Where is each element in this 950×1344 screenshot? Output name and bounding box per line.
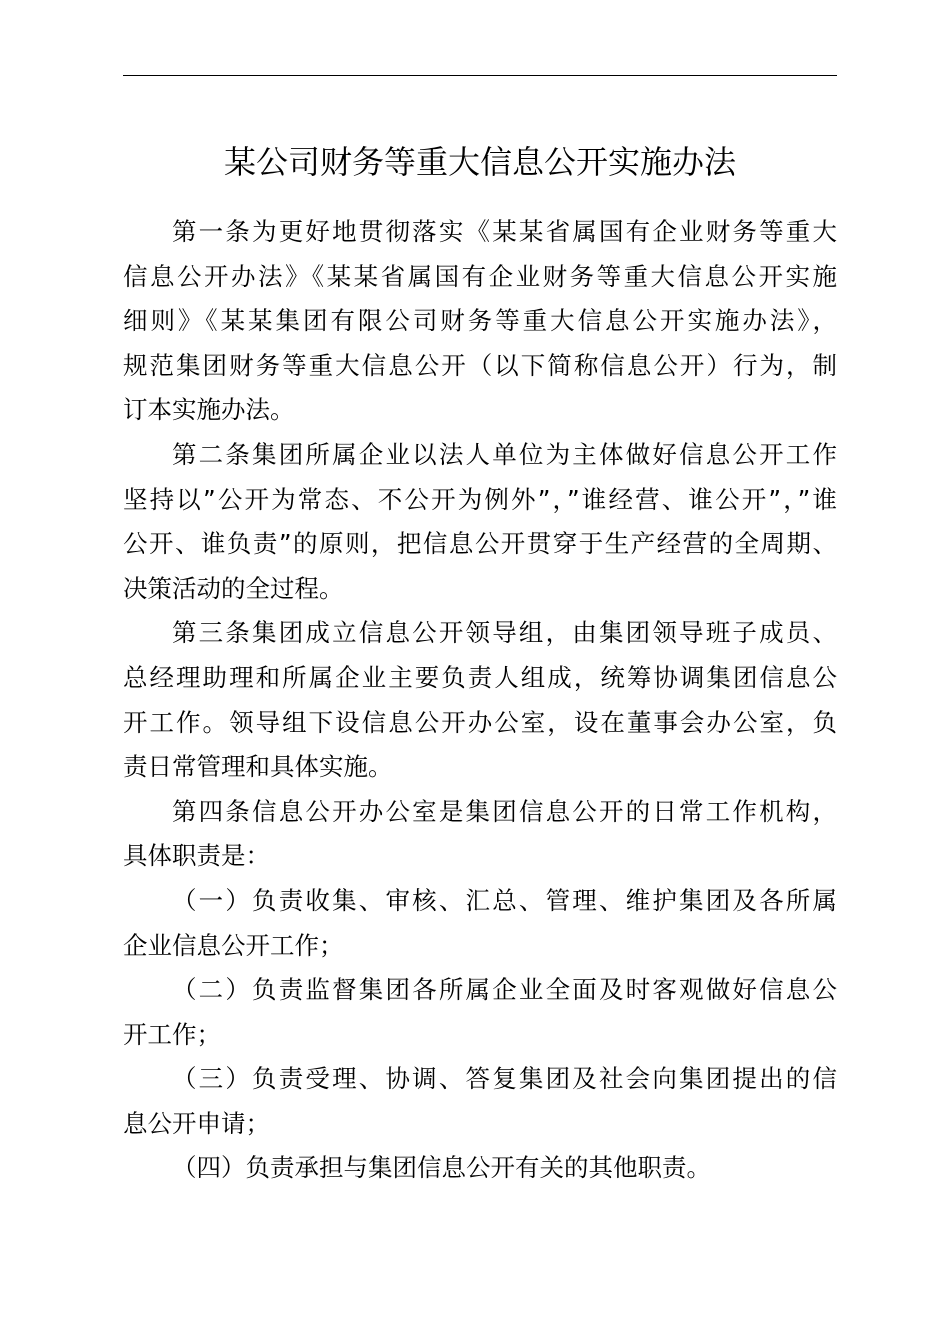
paragraph-article-1 — [123, 210, 837, 433]
text-line: 开工作； — [123, 1019, 221, 1049]
text-line: 开工作。领导组下设信息公开办公室，设在董事会办公室，负 — [123, 707, 837, 737]
text-line: 细则》《某某集团有限公司财务等重大信息公开实施办法》， — [123, 306, 837, 336]
text-line: 决策活动的全过程。 — [123, 573, 344, 603]
text-line: 坚持以”公开为常态、不公开为例外”，”谁经营、谁公开”，”谁 — [123, 484, 837, 514]
paragraph-duty-4 — [123, 1146, 837, 1191]
text-line: 第二条集团所属企业以法人单位为主体做好信息公开工作 — [172, 439, 837, 469]
text-line: （一）负责收集、审核、汇总、管理、维护集团及各所属 — [172, 885, 837, 915]
text-line: （二）负责监督集团各所属企业全面及时客观做好信息公 — [172, 975, 837, 1005]
text-line: 息公开申请； — [123, 1108, 270, 1138]
text-line: 信息公开办法》《某某省属国有企业财务等重大信息公开实施 — [123, 261, 837, 291]
paragraph-article-3 — [123, 611, 837, 789]
text-line: 第一条为更好地贯彻落实《某某省属国有企业财务等重大 — [172, 217, 837, 246]
paragraph-duty-1 — [123, 879, 837, 968]
paragraph-duty-3 — [123, 1057, 837, 1146]
text-line: 规范集团财务等重大信息公开（以下简称信息公开）行为，制 — [123, 350, 837, 380]
text-line: 第四条信息公开办公室是集团信息公开的日常工作机构， — [172, 796, 837, 826]
text-line: 责日常管理和具体实施。 — [123, 752, 393, 782]
text-line: 第三条集团成立信息公开领导组，由集团领导班子成员、 — [172, 618, 837, 648]
text-line: （三）负责受理、协调、答复集团及社会向集团提出的信 — [172, 1064, 837, 1094]
text-line: （四）负责承担与集团信息公开有关的其他职责。 — [172, 1153, 711, 1183]
paragraph-duty-2 — [123, 968, 837, 1057]
text-line: 总经理助理和所属企业主要负责人组成，统筹协调集团信息公 — [123, 662, 837, 692]
header-rule — [123, 75, 837, 76]
text-line: 订本实施办法。 — [123, 395, 295, 425]
paragraph-article-2 — [123, 433, 837, 611]
document-body — [123, 210, 837, 1191]
document-title: 某公司财务等重大信息公开实施办法 — [223, 143, 736, 181]
text-line: 公开、谁负责”的原则，把信息公开贯穿于生产经营的全周期、 — [123, 529, 837, 559]
text-line: 具体职责是： — [123, 841, 270, 871]
text-line: 企业信息公开工作； — [123, 930, 344, 960]
paragraph-article-4 — [123, 790, 837, 879]
